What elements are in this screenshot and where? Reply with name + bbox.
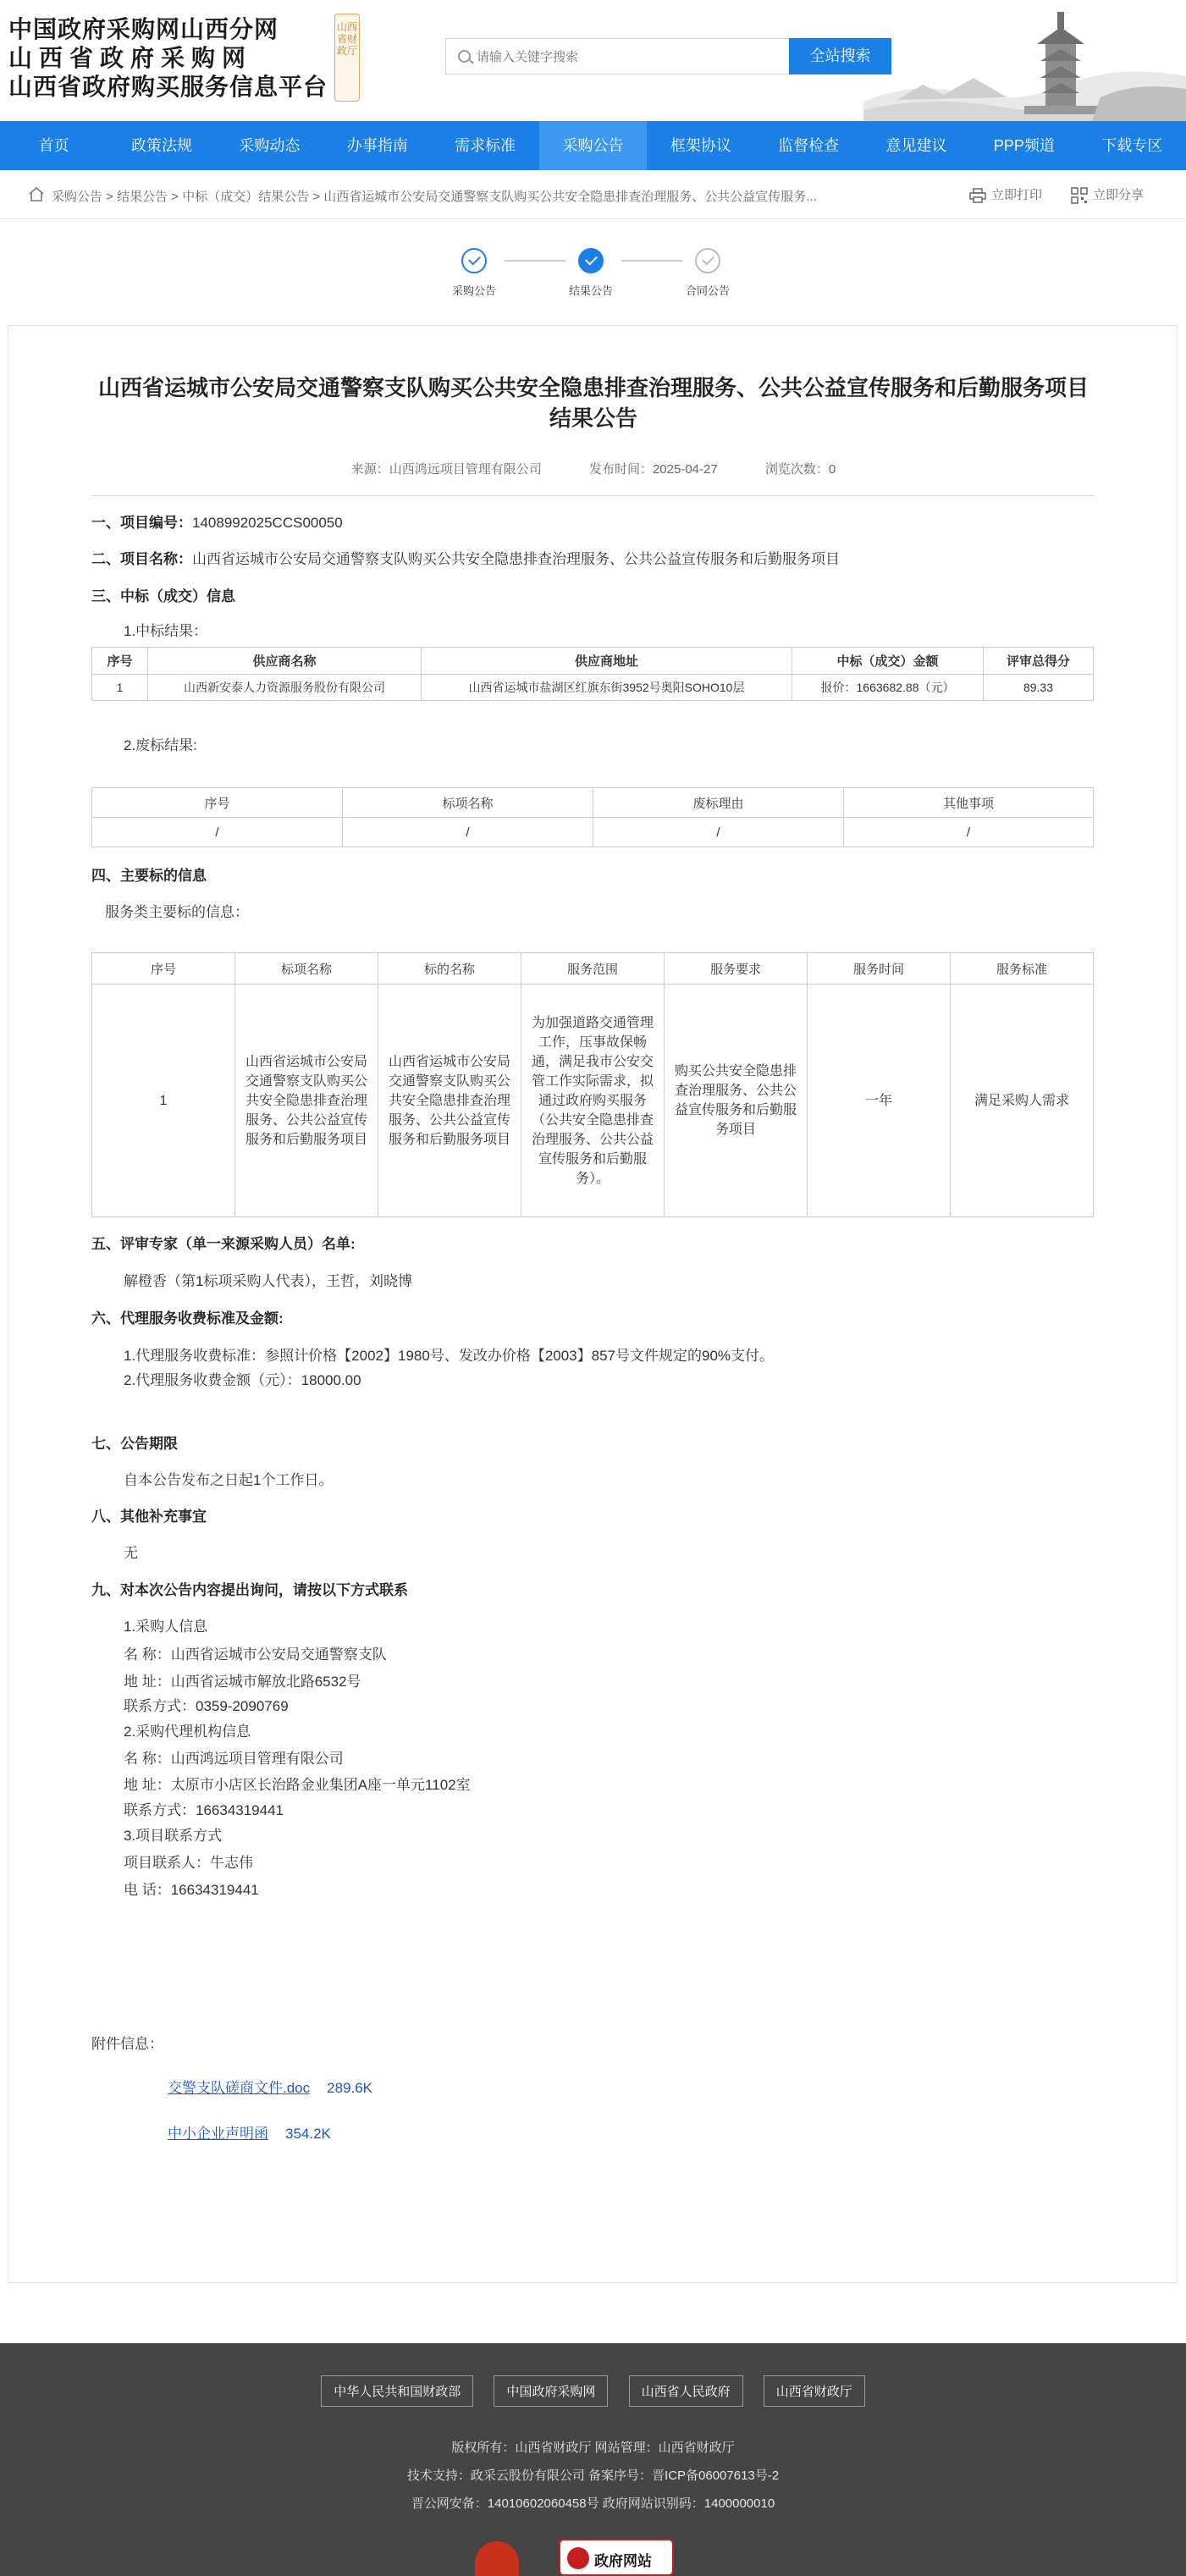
attachment-item <box>168 2121 331 2143</box>
project-name: 二、项目名称：山西省运城市公安局交通警察支队购买公共安全隐患排查治理服务、公共公益宣传服务和后勤服务项目 <box>91 551 840 567</box>
nav-item-news[interactable]: 采购动态 <box>239 137 301 154</box>
section-notice-period: 七、公告期限 <box>91 1436 178 1452</box>
search-box <box>445 38 792 74</box>
gov-site-icon <box>567 2547 589 2569</box>
contact-line: 项目联系人：牛志伟 <box>124 1855 253 1871</box>
site-header <box>0 0 1186 121</box>
section-award-info: 三、中标（成交）信息 <box>91 588 235 604</box>
pagoda-landscape-illustration <box>863 0 1186 121</box>
section-subject-info: 四、主要标的信息 <box>91 868 207 884</box>
project-number: 一、项目编号：1408992025CCS00050 <box>91 515 343 531</box>
search-icon <box>458 50 471 63</box>
other-matters: 无 <box>124 1545 138 1561</box>
footer-security-record: 晋公网安备：14010602060458号 政府网站识别码：1400000010 <box>411 2496 775 2511</box>
page-title: 山西省运城市公安局交通警察支队购买公共安全隐患排查治理服务、公共公益宣传服务和后勤服务项目结果公告 <box>97 375 1089 431</box>
section-agency-fee: 六、代理服务收费标准及金额: <box>91 1310 284 1327</box>
announcement-progress <box>440 248 745 307</box>
fee-amount: 2.代理服务收费金额（元）：18000.00 <box>124 1372 361 1388</box>
fee-standard: 1.代理服务收费标准：参照计价格【2002】1980号、发改办价格【2003】857号文件规定的90%支付。 <box>124 1348 775 1364</box>
attachments-label: 附件信息： <box>91 2036 163 2052</box>
table-header: 序号 <box>92 953 235 985</box>
search-input[interactable] <box>477 46 781 68</box>
nav-item-policy[interactable]: 政策法规 <box>131 137 193 154</box>
contact-line: 地 址：太原市小店区长治路金业集团A座一单元1102室 <box>124 1777 471 1793</box>
step-purchase-notice[interactable] <box>440 248 508 298</box>
logo-line-3: 山西省政府购买服务信息平台 <box>8 74 328 100</box>
article-source: 来源：山西鸿远项目管理有限公司 <box>350 462 542 477</box>
nav-item-guide[interactable]: 办事指南 <box>346 137 408 154</box>
contact-line: 3.项目联系方式 <box>124 1828 223 1844</box>
void-table <box>91 787 1094 847</box>
table-header: 废标理由 <box>593 788 844 818</box>
finance-dept-seal: 山西省财政厅 <box>334 14 360 102</box>
share-label: 立即分享 <box>1093 188 1145 202</box>
article-panel <box>8 325 1178 2283</box>
service-table <box>91 952 1094 1217</box>
table-row: 1 山西新安泰人力资源服务股份有限公司 山西省运城市盐湖区红旗东街3952号奥阳SOHO10层 报价：1663682.88（元） 89.33 <box>92 675 1094 701</box>
footer-copyright: 版权所有：山西省财政厅 网站管理：山西省财政厅 <box>451 2441 735 2455</box>
contact-line: 地 址：山西省运城市解放北路6532号 <box>124 1674 361 1690</box>
table-row: 1 山西省运城市公安局交通警察支队购买公共安全隐患排查治理服务、公共公益宣传服务和后勤服务项目 山西省运城市公安局交通警察支队购买公共安全隐患排查治理服务、公共公益宣传服务和后勤服务项目 为加强道路交通管理工作，压事故保畅通，满足我市公安交管工作实际需求，拟通过政府购买服务（公共安全隐患排查治理服务、公共公益宣传服务和后勤服务）。 购买公共安全隐患排查治理服务、公共公益宣传服务和后勤服务项目 一年 满足采购人需求 <box>92 985 1094 1217</box>
print-button[interactable] <box>969 185 1042 203</box>
nav-item-supervision[interactable]: 监督检查 <box>778 137 840 154</box>
nav-item-ppp[interactable]: PPP频道 <box>993 137 1055 154</box>
contact-line: 1.采购人信息 <box>124 1619 208 1635</box>
logo-line-1: 中国政府采购网山西分网 <box>8 16 279 42</box>
logo-line-2: 山西省政府采购网 <box>8 45 253 71</box>
attachment-size: 354.2K <box>285 2126 331 2142</box>
experts-list: 解橙香（第1标项采购人代表），王哲，刘晓博 <box>124 1273 412 1289</box>
table-header: 标项名称 <box>343 788 593 818</box>
service-subject-label: 服务类主要标的信息： <box>105 904 249 920</box>
printer-icon <box>969 188 986 203</box>
footer-link-ccgp[interactable]: 中国政府采购网 <box>494 2375 608 2407</box>
attachment-size: 289.6K <box>327 2080 373 2096</box>
nav-item-framework[interactable]: 框架协议 <box>670 137 731 154</box>
step-pending-icon <box>695 248 720 273</box>
nav-item-announcements[interactable]: 采购公告 <box>539 121 647 170</box>
site-logo[interactable] <box>8 15 330 102</box>
step-result-notice[interactable] <box>557 248 625 298</box>
contact-line: 联系方式：0359-2090769 <box>124 1698 289 1714</box>
print-label: 立即打印 <box>991 188 1043 202</box>
table-header: 其他事项 <box>844 788 1094 818</box>
step-current-icon <box>578 248 604 273</box>
table-header: 服务标准 <box>951 953 1094 985</box>
table-header: 标项名称 <box>235 953 378 985</box>
nav-item-downloads[interactable]: 下载专区 <box>1101 137 1163 154</box>
home-icon[interactable] <box>29 187 44 201</box>
award-table <box>91 647 1094 701</box>
footer-link-mof[interactable]: 中华人民共和国财政部 <box>321 2375 473 2407</box>
publish-time: 发布时间：2025-04-27 <box>588 462 718 477</box>
section-other: 八、其他补充事宜 <box>91 1509 207 1525</box>
award-result-label: 1.中标结果： <box>124 623 208 639</box>
contact-line: 2.采购代理机构信息 <box>124 1724 251 1740</box>
table-header: 供应商地址 <box>422 648 792 675</box>
step-contract-notice[interactable] <box>674 248 742 298</box>
void-result-label: 2.废标结果: <box>124 737 197 753</box>
attachment-item <box>168 2076 372 2097</box>
contact-line: 名 称：山西鸿远项目管理有限公司 <box>124 1751 344 1767</box>
gov-site-badge[interactable] <box>559 2539 674 2576</box>
table-header: 序号 <box>92 788 343 818</box>
step-label: 结果公告 <box>568 284 613 297</box>
table-header: 标的名称 <box>378 953 521 985</box>
nav-item-home[interactable]: 首页 <box>38 137 69 154</box>
table-header: 服务范围 <box>521 953 665 985</box>
view-count: 浏览次数：0 <box>764 462 836 477</box>
contact-line: 联系方式：16634319441 <box>124 1802 284 1818</box>
breadcrumb[interactable]: 采购公告 > 结果公告 > 中标（成交）结果公告 > 山西省运城市公安局交通警察支队购买公共安全隐患排查治理服务、公共公益宣传服务... <box>52 190 817 204</box>
notice-period: 自本公告发布之日起1个工作日。 <box>124 1472 334 1488</box>
table-row: / / / / <box>92 818 1094 847</box>
table-header: 服务要求 <box>665 953 808 985</box>
article-meta <box>91 460 1095 477</box>
table-header: 评审总得分 <box>984 648 1094 675</box>
footer-link-shanxi-gov[interactable]: 山西省人民政府 <box>629 2375 743 2407</box>
nav-item-standards[interactable]: 需求标准 <box>455 137 516 154</box>
footer-link-finance-dept[interactable]: 山西省财政厅 <box>764 2375 865 2407</box>
nav-item-feedback[interactable]: 意见建议 <box>885 137 947 154</box>
breadcrumb-bar <box>0 170 1186 219</box>
footer-links <box>0 2375 1186 2407</box>
contact-line: 名 称：山西省运城市公安局交通警察支队 <box>124 1647 387 1663</box>
step-label: 合同公告 <box>685 284 730 297</box>
divider <box>91 495 1094 496</box>
step-done-icon <box>461 248 487 273</box>
share-button[interactable] <box>1071 185 1144 204</box>
attachment-link[interactable]: 中小企业声明函 <box>168 2126 268 2142</box>
table-header: 供应商名称 <box>148 648 422 675</box>
attachment-link[interactable]: 交警支队磋商文件.doc <box>168 2080 311 2096</box>
gov-site-label: 政府网站 <box>594 2553 652 2570</box>
main-nav <box>0 121 1186 170</box>
site-search-button[interactable]: 全站搜索 <box>789 38 891 74</box>
section-experts: 五、评审专家（单一来源采购人员）名单: <box>91 1236 356 1252</box>
footer-tech-support: 技术支持：政采云股份有限公司 备案序号：晋ICP备06007613号-2 <box>406 2468 780 2483</box>
contact-line: 电 话：16634319441 <box>124 1882 259 1898</box>
table-header: 服务时间 <box>808 953 951 985</box>
table-header: 中标（成交）金额 <box>792 648 984 675</box>
qr-code-icon <box>1071 187 1088 204</box>
table-header: 序号 <box>92 648 148 675</box>
step-label: 采购公告 <box>451 284 496 297</box>
section-contact: 九、对本次公告内容提出询问，请按以下方式联系 <box>91 1582 408 1598</box>
